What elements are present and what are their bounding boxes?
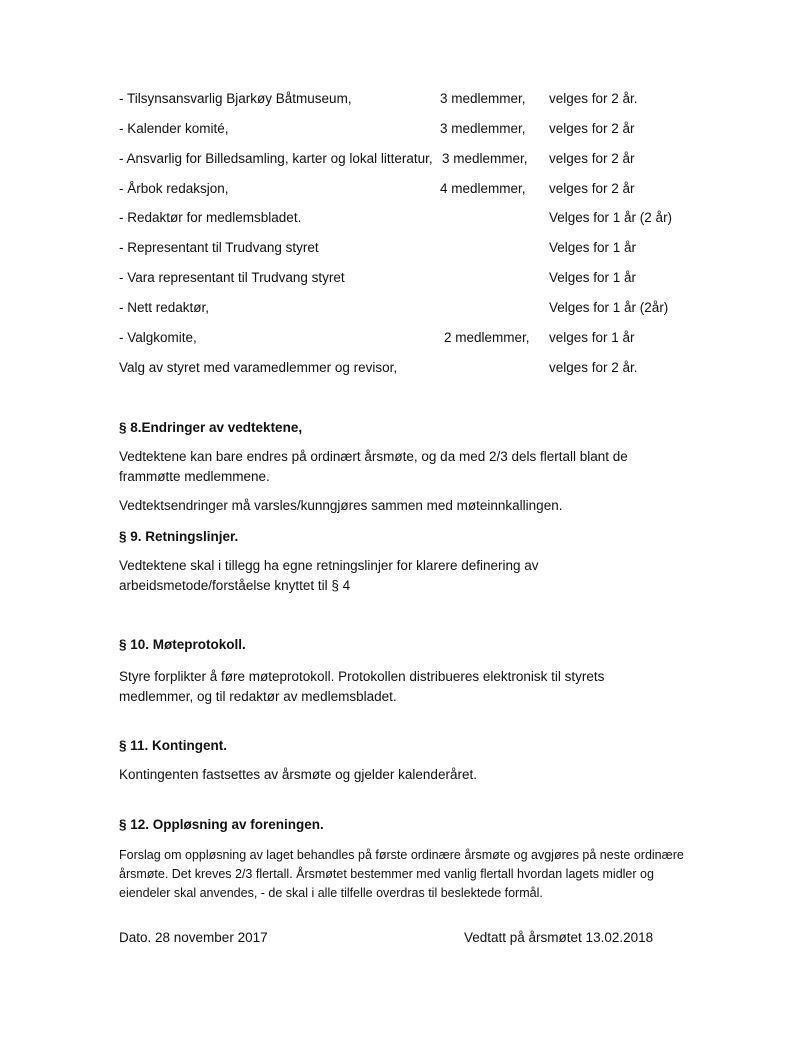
text-line: Styre forplikter å føre møteprotokoll. Protokollen distribueres elektronisk til styrets xyxy=(119,669,605,684)
election-role: - Redaktør for medlemsbladet. xyxy=(119,210,302,225)
election-row xyxy=(0,331,790,351)
section-12-paragraph xyxy=(119,846,684,903)
election-row xyxy=(0,152,790,172)
election-row xyxy=(0,361,790,381)
section-9-paragraph xyxy=(119,556,679,596)
section-12-heading: § 12. Oppløsning av foreningen. xyxy=(119,817,324,832)
election-term: velges for 2 år. xyxy=(549,91,638,106)
election-row xyxy=(0,301,790,321)
section-8-paragraph-2 xyxy=(119,496,679,516)
election-role: - Vara representant til Trudvang styret xyxy=(119,270,345,285)
election-term: Velges for 1 år (2 år) xyxy=(549,210,673,225)
text-line: Vedtektsendringer må varsles/kunngjøres sammen med møteinnkallingen. xyxy=(119,498,563,513)
section-8-heading: § 8.Endringer av vedtektene, xyxy=(119,420,303,435)
election-role: Valg av styret med varamedlemmer og revisor, xyxy=(119,360,398,375)
text-line: Forslag om oppløsning av laget behandles på første ordinære årsmøte og avgjøres på neste ordinære xyxy=(119,848,684,862)
text-line: Vedtektene skal i tillegg ha egne retningslinjer for klarere definering av xyxy=(119,558,539,573)
text-line: Kontingenten fastsettes av årsmøte og gjelder kalenderåret. xyxy=(119,767,477,782)
adopted-date: Vedtatt på årsmøtet 13.02.2018 xyxy=(464,930,654,945)
election-row xyxy=(0,122,790,142)
text-line: Vedtektene kan bare endres på ordinært årsmøte, og da med 2/3 dels flertall blant de xyxy=(119,449,628,464)
election-row xyxy=(0,182,790,202)
election-term: velges for 2 år xyxy=(549,151,635,166)
election-members: 2 medlemmer, xyxy=(444,330,530,345)
text-line: medlemmer, og til redaktør av medlemsbladet. xyxy=(119,689,397,704)
election-members: 4 medlemmer, xyxy=(440,181,526,196)
election-members: 3 medlemmer, xyxy=(442,151,528,166)
election-role: - Representant til Trudvang styret xyxy=(119,240,319,255)
election-term: Velges for 1 år xyxy=(549,270,637,285)
election-term: Velges for 1 år (2år) xyxy=(549,300,669,315)
text-line: eiendeler skal anvendes, - de skal i alle tilfelle overdras til beslektede formål. xyxy=(119,886,543,900)
election-term: velges for 2 år xyxy=(549,121,635,136)
election-role: - Kalender komité, xyxy=(119,121,229,136)
election-row xyxy=(0,92,790,112)
section-8-paragraph-1 xyxy=(119,447,679,487)
election-role: - Årbok redaksjon, xyxy=(119,181,229,196)
section-11-heading: § 11. Kontingent. xyxy=(119,738,228,753)
text-line: arbeidsmetode/forståelse knyttet til § 4 xyxy=(119,578,351,593)
election-term: velges for 2 år xyxy=(549,181,635,196)
text-line: årsmøte. Det kreves 2/3 flertall. Årsmøtet bestemmer med vanlig flertall hvordan lagets midler og xyxy=(119,867,654,881)
election-role: - Nett redaktør, xyxy=(119,300,210,315)
election-term: velges for 2 år. xyxy=(549,360,638,375)
election-row xyxy=(0,211,790,231)
text-line: frammøtte medlemmene. xyxy=(119,469,270,484)
election-role: - Tilsynsansvarlig Bjarkøy Båtmuseum, xyxy=(119,91,352,106)
document-date: Dato. 28 november 2017 xyxy=(119,930,268,945)
section-10-heading: § 10. Møteprotokoll. xyxy=(119,637,246,652)
section-9-heading: § 9. Retningslinjer. xyxy=(119,529,239,544)
election-term: velges for 1 år xyxy=(549,330,635,345)
election-members: 3 medlemmer, xyxy=(440,91,526,106)
election-role: - Ansvarlig for Billedsamling, karter og lokal litteratur, xyxy=(119,151,433,166)
election-term: Velges for 1 år xyxy=(549,240,637,255)
section-10-paragraph xyxy=(119,667,679,707)
election-row xyxy=(0,271,790,291)
election-row xyxy=(0,241,790,261)
election-members: 3 medlemmer, xyxy=(440,121,526,136)
section-11-paragraph xyxy=(119,765,679,785)
election-role: - Valgkomite, xyxy=(119,330,197,345)
